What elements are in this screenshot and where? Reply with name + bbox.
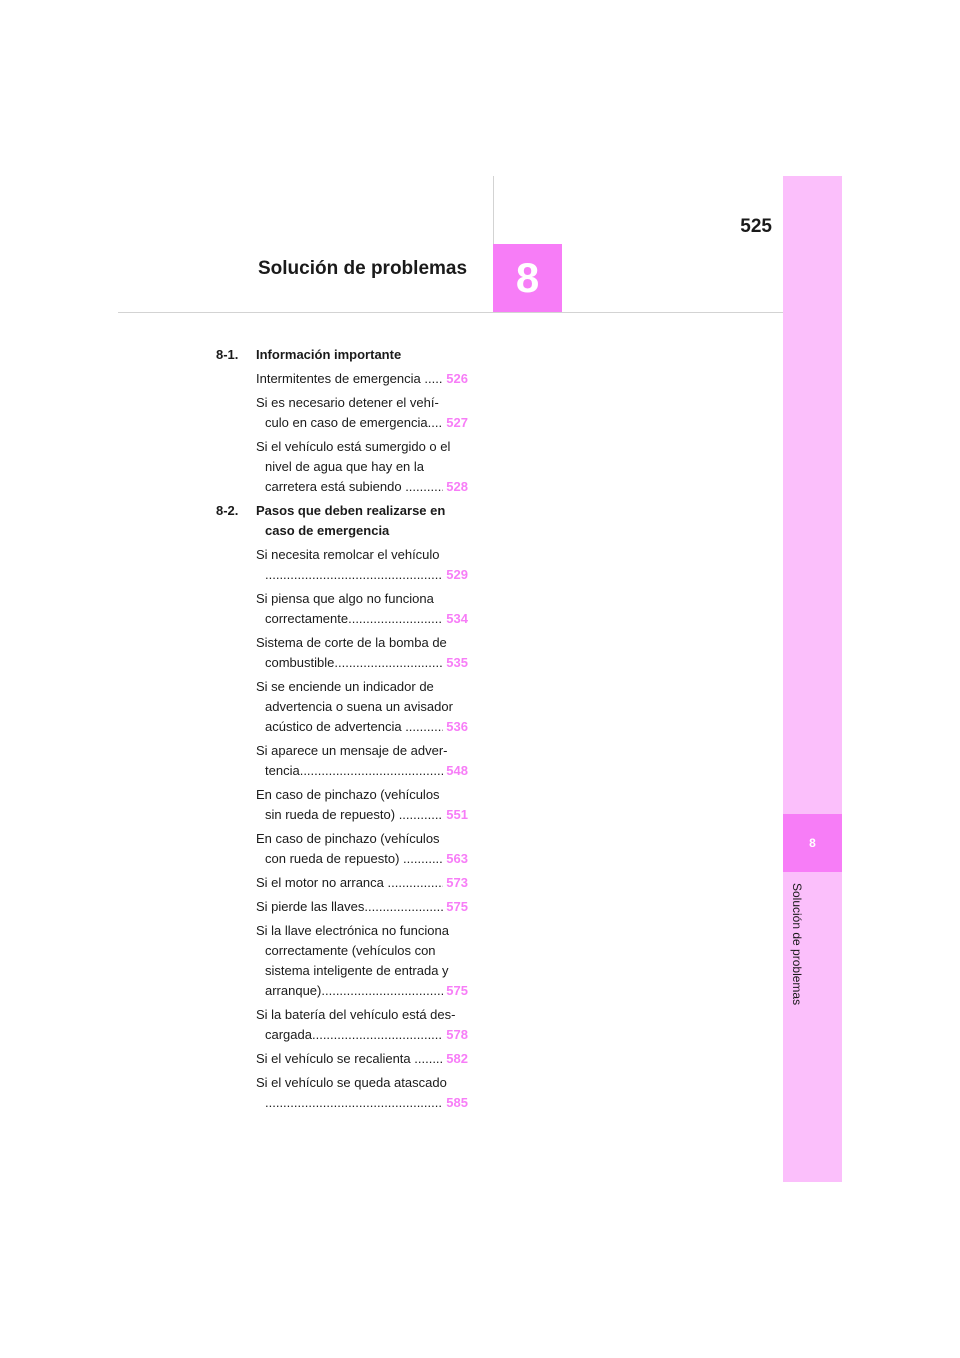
side-tab [783,176,842,1182]
toc-page-link[interactable]: 585 [446,1095,468,1110]
toc-entry-text: nivel de agua que hay en la [265,459,425,474]
toc-page-link[interactable]: 573 [446,875,468,890]
toc-entry-text: arranque) [265,983,322,998]
toc-leader-dots [334,653,443,673]
page-number: 525 [740,216,772,237]
toc-entry-text: correctamente [265,611,349,626]
toc-section [216,345,468,497]
toc-entry[interactable] [256,829,468,869]
toc-section-number: 8-1. [216,347,239,362]
toc-page-link[interactable]: 536 [446,719,468,734]
toc-entry[interactable] [256,741,468,781]
toc-entry-text: con rueda de repuesto) ....... [265,851,429,866]
chapter-title: Solución de problemas [258,258,468,279]
toc-leader-dots [321,981,443,1001]
side-tab-number[interactable]: 8 [783,814,842,872]
toc-entry-text: carretera está subiendo ...... [265,479,427,494]
chapter-number-box: 8 [493,244,562,312]
toc-entry[interactable] [256,393,468,433]
toc-page-link[interactable]: 529 [446,567,468,582]
toc-entry[interactable] [256,897,468,917]
toc-section-title: caso de emergencia [265,523,390,538]
toc-entry[interactable] [256,1073,468,1113]
toc-leader-dots [312,1025,443,1045]
toc-entry-text: correctamente (vehículos con [265,943,436,958]
toc-entry-text: culo en caso de emergencia [265,415,428,430]
toc-leader-dots [265,1093,443,1113]
toc-entry-text: Si es necesario detener el vehí- [256,395,439,410]
header-horizontal-rule [118,312,783,313]
toc-entry-text: Si pierde las llaves [256,899,365,914]
toc-leader-dots [427,717,443,737]
toc-page-link[interactable]: 575 [446,899,468,914]
toc-entry-text: En caso de pinchazo (vehículos [256,787,440,802]
toc-leader-dots [300,761,444,781]
toc-section-title: Información importante [256,347,402,362]
toc-entry-text: Si el vehículo se recalienta .... [256,1051,429,1066]
table-of-contents [216,345,468,1117]
toc-entry[interactable] [256,677,468,737]
toc-entry-text: advertencia o suena un avisador [265,699,453,714]
toc-entry-text: sin rueda de repuesto) ........ [265,807,428,822]
toc-entry[interactable] [256,921,468,1001]
side-tab-label: Solución de problemas [790,883,804,1006]
toc-leader-dots [348,609,443,629]
toc-entry-text: Si piensa que algo no funciona [256,591,434,606]
toc-entry[interactable] [256,1049,468,1069]
toc-leader-dots [427,477,443,497]
toc-entry[interactable] [256,437,468,497]
toc-entry[interactable] [256,1005,468,1045]
toc-leader-dots [428,413,444,433]
toc-leader-dots [364,897,443,917]
toc-entry[interactable] [256,873,468,893]
toc-entry[interactable] [256,369,468,389]
toc-entry[interactable] [256,785,468,825]
toc-page-link[interactable]: 582 [446,1051,468,1066]
toc-entry-text: Si el vehículo está sumergido o el [256,439,451,454]
toc-leader-dots [428,369,443,389]
toc-entry-text: Si necesita remolcar el vehículo [256,547,440,562]
toc-entry-text: Intermitentes de emergencia . [256,371,428,386]
toc-page-link[interactable]: 548 [446,763,468,778]
toc-entry-text: Sistema de corte de la bomba de [256,635,447,650]
toc-section-title: Pasos que deben realizarse en [256,503,446,518]
toc-page-link[interactable]: 563 [446,851,468,866]
header-vertical-rule [493,176,494,244]
toc-entry-text: acústico de advertencia ...... [265,719,427,734]
toc-leader-dots [427,873,443,893]
toc-entry-text: Si se enciende un indicador de [256,679,434,694]
toc-entry-text: Si aparece un mensaje de adver- [256,743,448,758]
toc-section-heading [216,345,468,365]
toc-section-heading [216,501,468,541]
toc-page-link[interactable]: 526 [446,371,468,386]
toc-entry-text: sistema inteligente de entrada y [265,963,449,978]
toc-page-link[interactable]: 527 [446,415,468,430]
toc-section-number: 8-2. [216,503,239,518]
toc-entry[interactable] [256,545,468,585]
toc-entry-text: Si la batería del vehículo está des- [256,1007,456,1022]
toc-page-link[interactable]: 578 [446,1027,468,1042]
toc-entry-text: cargada [265,1027,312,1042]
toc-entry-text: Si el vehículo se queda atascado [256,1075,447,1090]
toc-entry[interactable] [256,633,468,673]
toc-entry-text: combustible [265,655,335,670]
toc-entry-text: Si la llave electrónica no funciona [256,923,449,938]
toc-section [216,501,468,1113]
toc-entry[interactable] [256,589,468,629]
toc-leader-dots [428,805,444,825]
toc-leader-dots [428,849,443,869]
toc-entry-text: tencia [265,763,300,778]
toc-page-link[interactable]: 575 [446,983,468,998]
toc-entry-text: Si el motor no arranca ........... [256,875,428,890]
toc-page-link[interactable]: 535 [446,655,468,670]
toc-leader-dots [429,1049,444,1069]
toc-page-link[interactable]: 551 [446,807,468,822]
toc-entry-text: En caso de pinchazo (vehículos [256,831,440,846]
toc-page-link[interactable]: 534 [446,611,468,626]
toc-page-link[interactable]: 528 [446,479,468,494]
toc-leader-dots [265,565,443,585]
